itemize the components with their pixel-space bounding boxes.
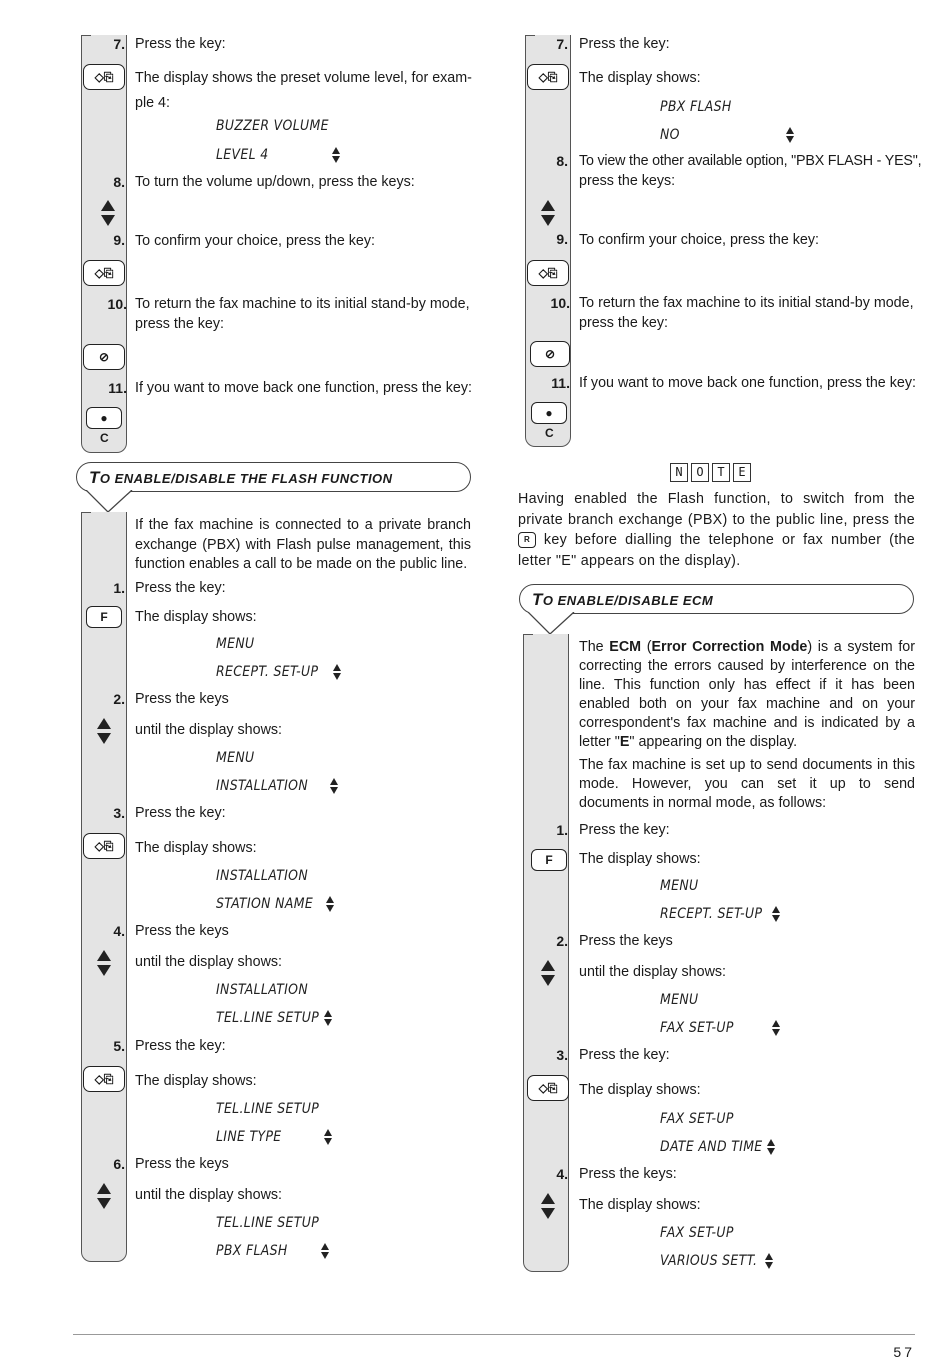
step-text: To confirm your choice, press the key:: [135, 233, 375, 249]
display-line: INSTALLATION: [216, 868, 309, 884]
start-copy-key[interactable]: [83, 260, 125, 286]
display-line: RECEPT. SET-UP: [660, 906, 763, 922]
step-text: until the display shows:: [135, 1187, 283, 1203]
note-label: N O T E: [670, 463, 754, 482]
step-text: Press the key:: [135, 805, 226, 821]
start-copy-icon: ◇⎘: [94, 838, 114, 853]
step-text: Press the keys: [135, 1156, 229, 1172]
start-copy-icon: ◇⎘: [94, 1071, 114, 1086]
start-copy-key[interactable]: [83, 64, 125, 90]
section-title-initial: T: [89, 468, 100, 487]
step-number: 8.: [113, 174, 125, 190]
display-line: INSTALLATION: [216, 778, 309, 794]
step-text: To view the other available option, "PBX FLASH - YES",: [579, 153, 922, 169]
start-copy-icon: ◇⎘: [538, 1080, 558, 1095]
back-icon: ●: [545, 406, 553, 420]
step-text: Press the keys:: [579, 1166, 677, 1182]
scroll-arrows-icon: [330, 778, 340, 794]
step-number: 4.: [556, 1166, 568, 1182]
function-key-label: F: [545, 853, 553, 867]
stop-key[interactable]: [530, 341, 570, 367]
section-heading-flash: [76, 462, 471, 492]
display-line: PBX FLASH: [660, 99, 732, 115]
stop-key[interactable]: [83, 344, 125, 370]
step-text: until the display shows:: [135, 722, 283, 738]
display-line: MENU: [216, 750, 255, 766]
step-text: Press the key:: [579, 36, 670, 52]
section-title-initial: T: [532, 590, 543, 609]
start-copy-key[interactable]: [527, 64, 569, 90]
step-text: The display shows:: [135, 609, 257, 625]
scroll-arrows-icon: [772, 906, 782, 922]
back-key-label: C: [100, 431, 109, 445]
back-icon: ●: [100, 411, 108, 425]
start-copy-key[interactable]: [83, 833, 125, 859]
function-key[interactable]: [86, 606, 122, 628]
display-line: BUZZER VOLUME: [216, 118, 329, 134]
step-number: 9.: [113, 232, 125, 248]
step-text: The display shows:: [579, 1082, 701, 1098]
display-line: INSTALLATION: [216, 982, 309, 998]
step-number: 5.: [113, 1038, 125, 1054]
display-line: TEL.LINE SETUP: [216, 1101, 320, 1117]
step-number: 1.: [113, 580, 125, 596]
scroll-arrows-icon: [765, 1253, 775, 1269]
step-number: 7.: [556, 36, 568, 52]
ecm-description-2: The fax machine is set up to send documents in this mode. However, you can set it up to send documents in normal mode, as follows:: [579, 757, 915, 811]
start-copy-key[interactable]: [83, 1066, 125, 1092]
display-line: MENU: [660, 878, 699, 894]
step-number: 9.: [556, 231, 568, 247]
back-key-label: C: [545, 426, 554, 440]
step-number: 11.: [108, 380, 127, 396]
note-text: Having enabled the Flash function, to switch from the private branch exchange (PBX) to the public line, press the R key before dialling the telephone or fax number (the letter "E" appears on the display).: [518, 491, 916, 569]
step-number: 7.: [113, 36, 125, 52]
step-number: 6.: [113, 1156, 125, 1172]
back-key[interactable]: [86, 407, 122, 429]
step-text: The display shows:: [135, 840, 257, 856]
r-key-icon: R: [518, 532, 536, 548]
step-number: 4.: [113, 923, 125, 939]
step-text: To turn the volume up/down, press the keys:: [135, 174, 415, 190]
display-line: PBX FLASH: [216, 1243, 288, 1259]
step-text: Press the keys: [135, 923, 229, 939]
step-text: To confirm your choice, press the key:: [579, 232, 819, 248]
scroll-arrows-icon: [324, 1129, 334, 1145]
start-copy-icon: ◇⎘: [94, 69, 114, 84]
function-key-label: F: [100, 610, 108, 624]
footer-rule: [73, 1334, 915, 1335]
back-key[interactable]: [531, 402, 567, 424]
step-number: 3.: [556, 1047, 568, 1063]
step-text: Press the key:: [135, 580, 226, 596]
up-down-keys-icon[interactable]: [96, 1183, 112, 1209]
step-number: 1.: [556, 822, 568, 838]
ecm-description: The ECM (Error Correction Mode) is a system for correcting the errors caused by interference on the line. This function only has effect if it has been enabled both on your fax machine and on your correspondent's fax machine and is indicated by a letter "E" appearing on the display.: [579, 639, 916, 750]
step-text: The display shows:: [579, 851, 701, 867]
display-line: FAX SET-UP: [660, 1225, 734, 1241]
stop-icon: ⊘: [98, 350, 110, 364]
step-text: Press the keys: [135, 691, 229, 707]
step-number: 10.: [550, 295, 570, 311]
step-text: Press the key:: [579, 1047, 670, 1063]
display-line: VARIOUS SETT.: [660, 1253, 758, 1269]
step-text: The display shows:: [579, 1197, 701, 1213]
step-number: 8.: [556, 153, 568, 169]
step-text: If you want to move back one function, press the key:: [135, 380, 472, 396]
scroll-arrows-icon: [786, 127, 796, 143]
up-down-keys-icon[interactable]: [540, 200, 556, 226]
page-number: 57: [893, 1344, 915, 1360]
step-text: Press the key:: [579, 822, 670, 838]
display-line: LEVEL 4: [216, 147, 269, 163]
up-down-keys-icon[interactable]: [540, 960, 556, 986]
display-line: MENU: [216, 636, 255, 652]
scroll-arrows-icon: [333, 664, 343, 680]
step-text: The display shows:: [579, 70, 701, 86]
up-down-keys-icon[interactable]: [96, 950, 112, 976]
stop-icon: ⊘: [544, 347, 556, 361]
display-line: STATION NAME: [216, 896, 314, 912]
display-line: NO: [660, 127, 680, 143]
step-text: press the key:: [579, 315, 668, 331]
display-line: FAX SET-UP: [660, 1020, 734, 1036]
step-text: Press the key:: [135, 36, 226, 52]
display-line: LINE TYPE: [216, 1129, 282, 1145]
section-title: O ENABLE/DISABLE ECM: [542, 593, 714, 608]
scroll-arrows-icon: [332, 147, 342, 163]
step-number: 11.: [551, 375, 570, 391]
scroll-arrows-icon: [321, 1243, 331, 1259]
up-down-keys-icon[interactable]: [96, 718, 112, 744]
scroll-arrows-icon: [772, 1020, 782, 1036]
step-text: The display shows:: [135, 1073, 257, 1089]
display-line: TEL.LINE SETUP: [216, 1010, 320, 1026]
start-copy-key[interactable]: [527, 260, 569, 286]
start-copy-icon: ◇⎘: [94, 265, 114, 280]
up-down-keys-icon[interactable]: [540, 1193, 556, 1219]
start-copy-icon: ◇⎘: [538, 69, 558, 84]
step-text: If you want to move back one function, press the key:: [579, 375, 916, 391]
display-line: TEL.LINE SETUP: [216, 1215, 320, 1231]
display-line: RECEPT. SET-UP: [216, 664, 319, 680]
step-number: 10.: [107, 296, 127, 312]
start-copy-icon: ◇⎘: [538, 265, 558, 280]
step-number: 2.: [113, 691, 125, 707]
step-text: until the display shows:: [579, 964, 727, 980]
step-number: 3.: [113, 805, 125, 821]
up-down-keys-icon[interactable]: [100, 200, 116, 226]
step-text: To return the fax machine to its initial stand-by mode,: [135, 296, 470, 312]
step-text: The display shows the preset volume level, for exam-: [135, 70, 472, 86]
step-text: To return the fax machine to its initial stand-by mode,: [579, 295, 914, 311]
start-copy-key[interactable]: [527, 1075, 569, 1101]
step-text: ple 4:: [135, 95, 170, 111]
function-key[interactable]: [531, 849, 567, 871]
display-line: MENU: [660, 992, 699, 1008]
scroll-arrows-icon: [767, 1139, 777, 1155]
scroll-arrows-icon: [324, 1010, 334, 1026]
display-line: FAX SET-UP: [660, 1111, 734, 1127]
step-text: Press the key:: [135, 1038, 226, 1054]
step-text: press the key:: [135, 316, 224, 332]
step-text: press the keys:: [579, 173, 676, 189]
section-intro: If the fax machine is connected to a private branch exchange (PBX) with Flash pulse management, this function enables a call to be made on the public line.: [135, 517, 471, 572]
scroll-arrows-icon: [326, 896, 336, 912]
step-text: Press the keys: [579, 933, 673, 949]
section-title: O ENABLE/DISABLE THE FLASH FUNCTION: [99, 471, 393, 486]
step-text: until the display shows:: [135, 954, 283, 970]
section-heading-ecm: [519, 584, 914, 614]
display-line: DATE AND TIME: [660, 1139, 763, 1155]
step-number: 2.: [556, 933, 568, 949]
